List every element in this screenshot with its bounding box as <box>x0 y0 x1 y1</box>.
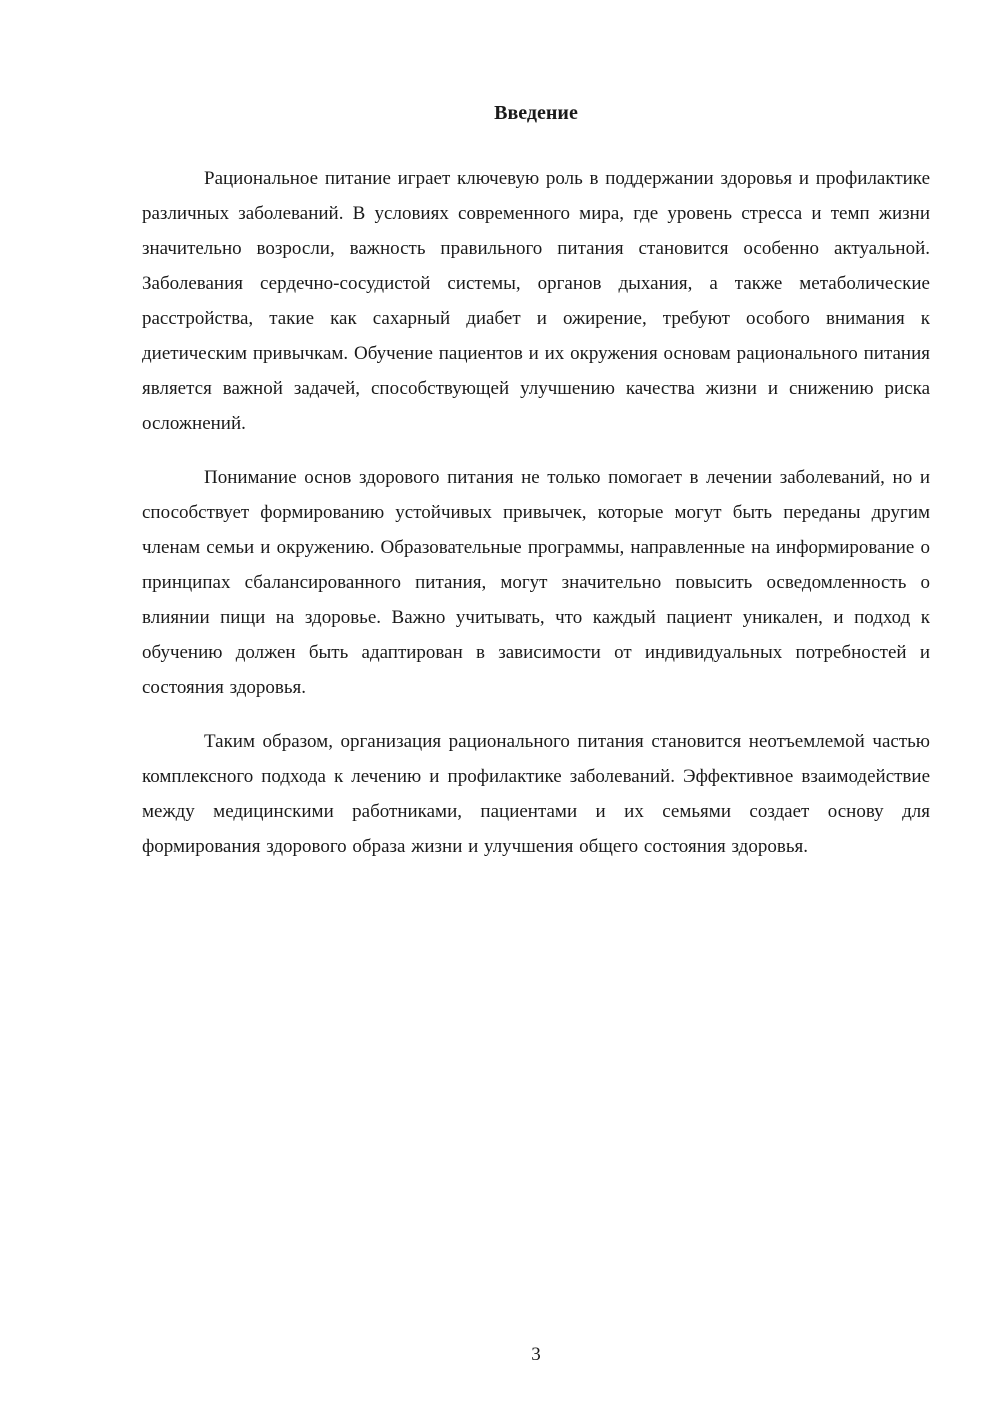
page-title: Введение <box>494 102 578 124</box>
paragraph-healthy-eating-understanding: Понимание основ здорового питания не только помогает в лечении заболеваний, но и способствует формированию устойчивых привычек, которые могут быть переданы другим членам семьи и окружению. Образовательные программы, направленные на информирование о принципах сбалансированного питания, могут значительно повысить осведомленность о влиянии пищи на здоровье. Важно учитывать, что каждый пациент уникален, и подход к обучению должен быть адаптирован в зависимости от индивидуальных потребностей и состояния здоровья. <box>142 467 930 698</box>
paragraph-conclusion: Таким образом, организация рационального питания становится неотъемлемой частью комплексного подхода к лечению и профилактике заболеваний. Эффективное взаимодействие между медицинскими работниками, пациентами и их семьями создает основу для формирования здорового образа жизни и улучшения общего состояния здоровья. <box>142 731 930 857</box>
paragraph-intro-nutrition-role: Рациональное питание играет ключевую роль в поддержании здоровья и профилактике различных заболеваний. В условиях современного мира, где уровень стресса и темп жизни значительно возросли, важность правильного питания становится особенно актуальной. Заболевания сердечно-сосудистой системы, органов дыхания, а также метаболические расстройства, такие как сахарный диабет и ожирение, требуют особого внимания к диетическим привычкам. Обучение пациентов и их окружения основам рационального питания является важной задачей, способствующей улучшению качества жизни и снижению риска осложнений. <box>142 168 930 434</box>
page-number: 3 <box>531 1344 541 1365</box>
